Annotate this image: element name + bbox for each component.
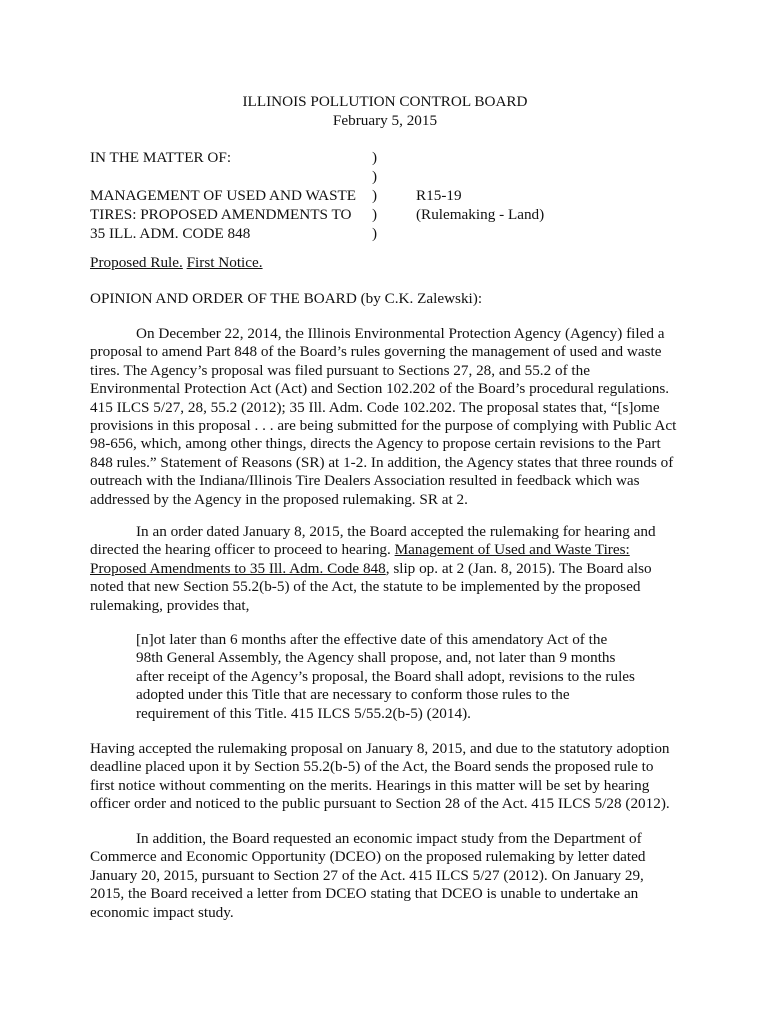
paragraph-line: outreach with the Indiana/Illinois Tire Dealers Association resulted in feedback which was bbox=[90, 472, 640, 490]
block-quote bbox=[136, 631, 656, 723]
caption-row bbox=[90, 225, 650, 244]
paragraph-line: 415 ILCS 5/27, 28, 55.2 (2012); 35 Ill. Adm. Code 102.202. The proposal states that, “[s]ome bbox=[90, 398, 660, 416]
paragraph-line: provisions in this proposal . . . are being submitted for the purpose of complying with Public Act bbox=[90, 416, 677, 434]
caption-row bbox=[90, 168, 650, 187]
caption-left: TIRES: PROPOSED AMENDMENTS TO bbox=[90, 206, 352, 223]
paragraph-4 bbox=[90, 830, 690, 922]
case-caption bbox=[90, 149, 650, 244]
paragraph-line: economic impact study. bbox=[90, 903, 234, 921]
proposed-rule-label: Proposed Rule. bbox=[90, 254, 183, 271]
paragraph-line: 848 rules.” Statement of Reasons (SR) at 1-2. In addition, the Agency states that three rounds of bbox=[90, 453, 674, 471]
quote-line: after receipt of the Agency’s proposal, the Board shall adopt, revisions to the rules bbox=[136, 667, 635, 685]
paragraph-line: On December 22, 2014, the Illinois Environmental Protection Agency (Agency) filed a bbox=[136, 325, 665, 342]
document-date: February 5, 2015 bbox=[332, 112, 438, 129]
caption-row bbox=[90, 149, 650, 168]
docket-type: (Rulemaking - Land) bbox=[416, 206, 545, 223]
paragraph-line bbox=[90, 560, 690, 578]
quote-line: [n]ot later than 6 months after the effective date of this amendatory Act of the bbox=[136, 631, 608, 648]
paragraph-line: noted that new Section 55.2(b-5) of the Act, the statute to be implemented by the proposed bbox=[90, 578, 641, 596]
paragraph-line: rulemaking, provides that, bbox=[90, 596, 250, 614]
caption-left: IN THE MATTER OF: bbox=[90, 149, 232, 166]
paragraph-3 bbox=[90, 740, 690, 814]
caption-left bbox=[90, 168, 372, 187]
paragraph-line: Environmental Protection Act (Act) and Section 102.202 of the Board’s procedural regulations. bbox=[90, 380, 670, 398]
opinion-heading-text: OPINION AND ORDER OF THE BOARD (by C.K. Zalewski): bbox=[90, 290, 483, 307]
quote-line: requirement of this Title. 415 ILCS 5/55.2(b-5) (2014). bbox=[136, 704, 471, 722]
paragraph-2 bbox=[90, 523, 690, 615]
first-notice-label: First Notice. bbox=[186, 254, 263, 271]
caption-paren: ) bbox=[372, 168, 378, 185]
paragraph-line: addressed by the Agency in the proposed rulemaking. SR at 2. bbox=[90, 490, 468, 508]
paragraph-line: January 20, 2015, pursuant to Section 27 of the Act. 415 ILCS 5/27 (2012). On January 29, bbox=[90, 866, 644, 884]
quote-line: adopted under this Title that are necessary to conform those rules to the bbox=[136, 686, 570, 704]
caption-paren: ) bbox=[372, 149, 378, 166]
document-header bbox=[0, 93, 770, 131]
caption-paren: ) bbox=[372, 206, 378, 223]
paragraph-text: directed the hearing officer to proceed to hearing. bbox=[90, 541, 395, 559]
paragraph-line: 98-656, which, among other things, directs the Agency to propose certain revisions to the Part bbox=[90, 435, 661, 453]
caption-paren: ) bbox=[372, 187, 378, 204]
paragraph-line: proposal to amend Part 848 of the Board’s rules governing the management of used and waste bbox=[90, 343, 662, 361]
quote-line: 98th General Assembly, the Agency shall propose, and, not later than 9 months bbox=[136, 649, 616, 667]
docket-number: R15-19 bbox=[416, 187, 462, 204]
paragraph-line: Commerce and Economic Opportunity (DCEO) on the proposed rulemaking by letter dated bbox=[90, 848, 646, 866]
caption-paren: ) bbox=[372, 225, 378, 242]
paragraph-line: Having accepted the rulemaking proposal on January 8, 2015, and due to the statutory adoption bbox=[90, 740, 670, 757]
agency-name: ILLINOIS POLLUTION CONTROL BOARD bbox=[242, 93, 528, 110]
caption-left: 35 ILL. ADM. CODE 848 bbox=[90, 225, 251, 242]
paragraph-line: In an order dated January 8, 2015, the Board accepted the rulemaking for hearing and bbox=[136, 523, 656, 540]
paragraph-1 bbox=[90, 325, 690, 509]
paragraph-line: 2015, the Board received a letter from DCEO stating that DCEO is unable to undertake an bbox=[90, 885, 639, 903]
paragraph-text: , slip op. at 2 (Jan. 8, 2015). The Board also bbox=[385, 559, 652, 577]
caption-row bbox=[90, 187, 650, 206]
notice-line bbox=[90, 254, 690, 272]
paragraph-line: first notice without commenting on the merits. Hearings in this matter will be set by hearing bbox=[90, 776, 650, 794]
paragraph-line: deadline placed upon it by Section 55.2(b-5) of the Act, the Board sends the proposed rule to bbox=[90, 758, 654, 776]
paragraph-line: officer order and noticed to the public pursuant to Section 28 of the Act. 415 ILCS 5/28 (2012). bbox=[90, 795, 670, 813]
paragraph-line: In addition, the Board requested an economic impact study from the Department of bbox=[136, 830, 642, 847]
opinion-heading bbox=[90, 290, 690, 308]
paragraph-line: tires. The Agency’s proposal was filed pursuant to Sections 27, 28, and 55.2 of the bbox=[90, 361, 590, 379]
caption-row bbox=[90, 206, 650, 225]
case-citation[interactable]: Management of Used and Waste Tires: bbox=[394, 541, 630, 559]
paragraph-line bbox=[90, 541, 690, 559]
caption-left: MANAGEMENT OF USED AND WASTE bbox=[90, 187, 357, 204]
case-citation[interactable]: Proposed Amendments to 35 Ill. Adm. Code 848 bbox=[90, 559, 386, 577]
